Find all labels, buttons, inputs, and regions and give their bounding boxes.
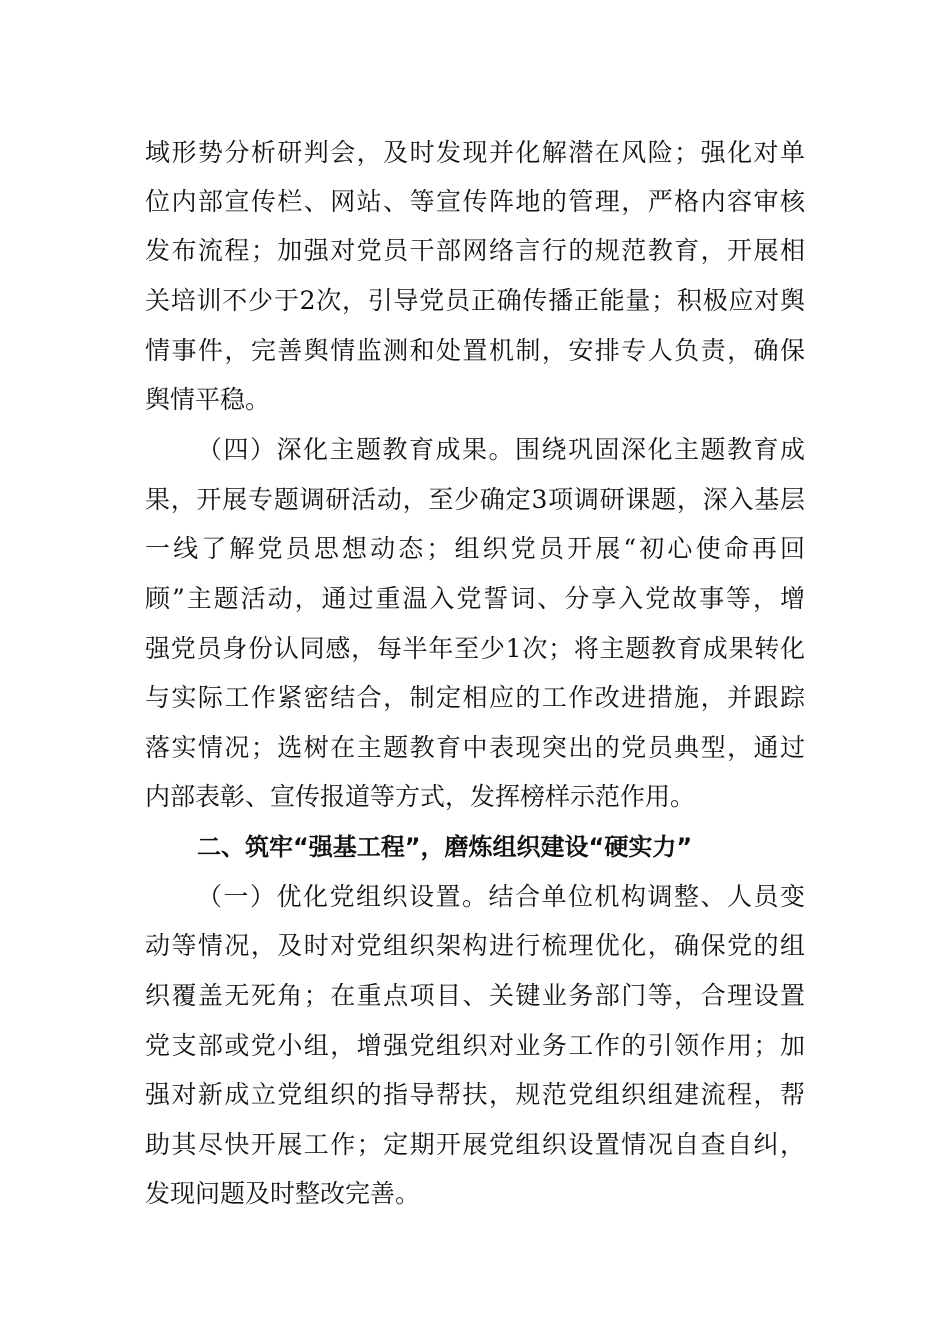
- text-line: 动等情况，及时对党组织架构进行梳理优化，确保党的组: [145, 931, 805, 960]
- text-line: 域形势分析研判会，及时发现并化解潜在风险；强化对单: [145, 138, 805, 167]
- text-line: 强对新成立党组织的指导帮扶，规范党组织组建流程，帮: [145, 1080, 805, 1109]
- text-line: 一线了解党员思想动态；组织党员开展“初心使命再回: [145, 534, 805, 563]
- text-line: 与实际工作紧密结合，制定相应的工作改进措施，并跟踪: [145, 683, 805, 712]
- text-line: 舆情平稳。: [145, 385, 271, 414]
- text-line: 落实情况；选树在主题教育中表现突出的党员典型，通过: [145, 733, 805, 762]
- text-line: 位内部宣传栏、网站、等宣传阵地的管理，严格内容审核: [145, 187, 805, 216]
- text-line: 内部表彰、宣传报道等方式，发挥榜样示范作用。: [145, 782, 696, 811]
- text-line: 助其尽快开展工作；定期开展党组织设置情况自查自纠，: [145, 1130, 805, 1159]
- section-heading: 二、筑牢“强基工程”，磨炼组织建设“硬实力”: [197, 833, 693, 861]
- text-line: 发现问题及时整改完善。: [145, 1179, 421, 1208]
- text-line: （四）深化主题教育成果。围绕巩固深化主题教育成: [197, 435, 805, 464]
- text-line: 顾”主题活动，通过重温入党誓词、分享入党故事等，增: [145, 584, 805, 613]
- text-line: 织覆盖无死角；在重点项目、关键业务部门等，合理设置: [145, 981, 805, 1010]
- text-line: （一）优化党组织设置。结合单位机构调整、人员变: [197, 882, 805, 911]
- text-line: 情事件，完善舆情监测和处置机制，安排专人负责，确保: [145, 336, 805, 365]
- text-line: 强党员身份认同感，每半年至少1次；将主题教育成果转化: [145, 634, 805, 663]
- text-line: 发布流程；加强对党员干部网络言行的规范教育，开展相: [145, 236, 805, 265]
- text-line: 关培训不少于2次，引导党员正确传播正能量；积极应对舆: [145, 286, 805, 315]
- text-line: 党支部或党小组，增强党组织对业务工作的引领作用；加: [145, 1031, 805, 1060]
- text-line: 果，开展专题调研活动，至少确定3项调研课题，深入基层: [145, 485, 805, 514]
